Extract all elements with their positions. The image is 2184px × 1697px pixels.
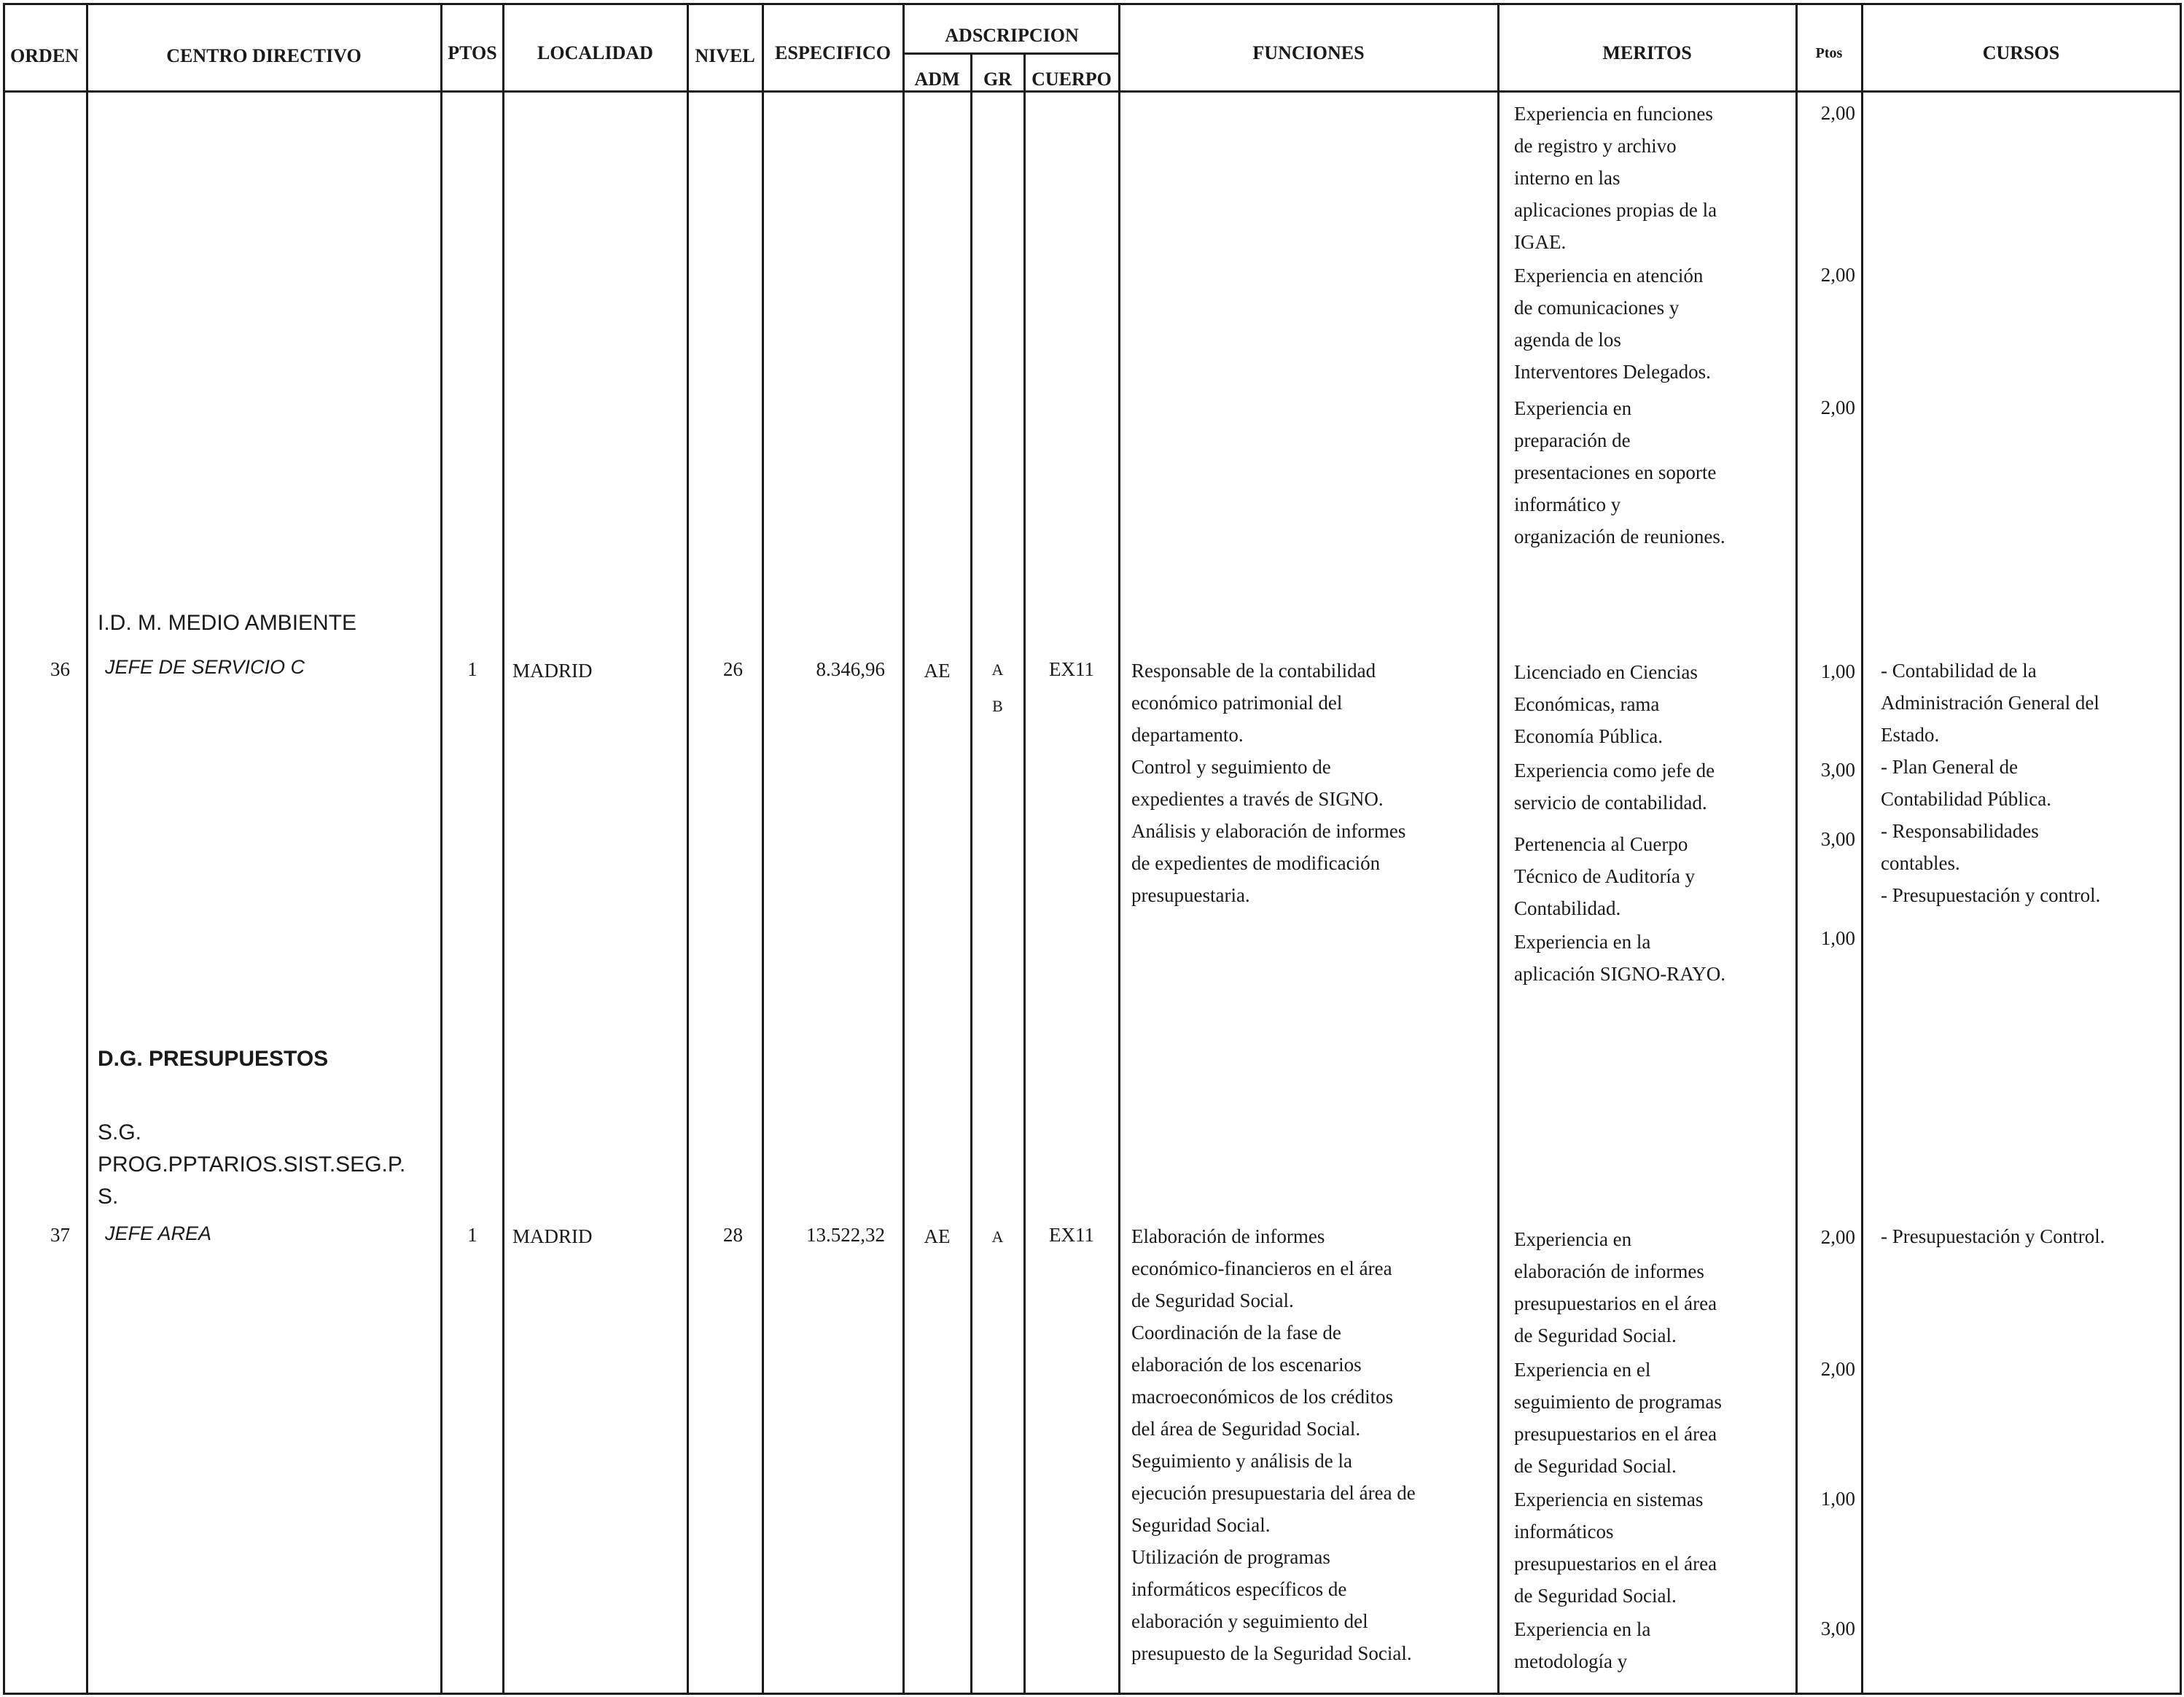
merito-line: Experiencia en atención [1514,265,1704,286]
funcion-line: Seguimiento y análisis de la [1131,1450,1352,1472]
funcion-line: presupuestaria. [1131,884,1250,906]
row-cursos [1881,1220,2105,1252]
curso-line: - Presupuestación y Control. [1881,1225,2105,1247]
merito-line: servicio de contabilidad. [1514,792,1707,814]
merito-line: de comunicaciones y [1514,297,1680,319]
merito-line: interno en las [1514,167,1621,189]
merito-line: Economía Pública. [1514,725,1663,747]
funcion-line: Coordinación de la fase de [1131,1322,1341,1343]
header-gr: GR [983,69,1012,90]
merito-line: aplicación SIGNO-RAYO. [1514,963,1725,985]
funcion-line: de expedientes de modificación [1131,852,1381,874]
merito-line: Experiencia en el [1514,1359,1651,1381]
funcion-line: Control y seguimiento de [1131,756,1331,778]
merito-line: metodología y [1514,1650,1628,1672]
curso-line: contables. [1881,852,1960,874]
row-nivel: 28 [723,1224,743,1246]
merito-line: elaboración de informes [1514,1260,1704,1282]
merito-block [1514,1483,1717,1612]
header-cuerpo: CUERPO [1031,69,1112,90]
merito-block [1514,926,1725,990]
header-adscripcion: ADSCRIPCION [945,25,1079,46]
table-top-border [3,3,2181,5]
funcion-line: elaboración y seguimiento del [1131,1610,1368,1632]
merito-line: agenda de los [1514,329,1621,351]
merito-line: Técnico de Auditoría y [1514,865,1696,887]
funcion-line: del área de Seguridad Social. [1131,1418,1361,1440]
header-ptos: PTOS [448,42,497,63]
curso-line: - Responsabilidades [1881,820,2039,842]
funcion-line: departamento. [1131,724,1244,746]
merito-block [1514,260,1711,388]
adscripcion-divider [902,52,1120,55]
col-border [440,3,442,1695]
row-orden: 37 [50,1224,70,1246]
funcion-line: Utilización de programas [1131,1546,1330,1568]
row-localidad: MADRID [512,1225,593,1247]
merito-block [1514,98,1717,258]
funcion-line: presupuesto de la Seguridad Social. [1131,1642,1412,1664]
funcion-line: económico-financieros en el área [1131,1257,1392,1279]
col-border [1861,3,1863,1695]
subunit-line: PROG.PPTARIOS.SIST.SEG.P. [98,1152,406,1177]
merito-ptos: 3,00 [1820,1618,1855,1639]
subunit-heading [98,1117,405,1213]
header-cursos: CURSOS [1982,42,2060,63]
funcion-line: Responsable de la contabilidad [1131,660,1376,682]
row-cuerpo: EX11 [1049,1224,1094,1246]
col-border [1023,52,1026,1695]
merito-line: presentaciones en soporte [1514,461,1717,483]
funcion-line: ejecución presupuestaria del área de [1131,1482,1416,1504]
col-border [86,3,88,1695]
merito-block [1514,754,1715,819]
header-localidad: LOCALIDAD [537,42,653,63]
col-border [970,52,972,1695]
row-localidad: MADRID [512,660,593,682]
header-ptos-meritos: Ptos [1815,45,1843,61]
row-gr: A [991,1228,1004,1246]
col-border [687,3,689,1695]
row-cuerpo: EX11 [1049,658,1094,680]
merito-line: presupuestarios en el área [1514,1553,1717,1575]
merito-ptos: 2,00 [1820,264,1855,286]
merito-line: informático y [1514,494,1621,515]
curso-line: Contabilidad Pública. [1881,788,2051,810]
merito-line: Experiencia en [1514,1228,1632,1250]
merito-ptos: 3,00 [1820,759,1855,781]
merito-block [1514,656,1698,752]
merito-line: informáticos [1514,1521,1614,1542]
merito-line: IGAE. [1514,231,1567,253]
header-orden: ORDEN [10,45,79,66]
subunit-line: S. [98,1185,119,1209]
merito-line: organización de reuniones. [1514,526,1725,547]
col-border [502,3,504,1695]
curso-line: - Plan General de [1881,756,2019,778]
funcion-line: de Seguridad Social. [1131,1290,1294,1311]
merito-ptos: 2,00 [1820,1358,1855,1380]
funcion-line: expedientes a través de SIGNO. [1131,788,1384,810]
merito-ptos: 2,00 [1820,1226,1855,1248]
merito-line: Contabilidad. [1514,897,1621,919]
merito-ptos: 1,00 [1820,1488,1855,1510]
merito-line: de Seguridad Social. [1514,1455,1677,1477]
header-nivel: NIVEL [695,45,755,66]
row-ptos: 1 [467,1224,477,1246]
funcion-line: Seguridad Social. [1131,1514,1271,1536]
merito-block [1514,1613,1650,1677]
merito-line: preparación de [1514,429,1631,451]
curso-line: - Contabilidad de la [1881,660,2037,682]
merito-block [1514,1354,1722,1482]
row-ptos: 1 [467,658,477,680]
merito-ptos: 1,00 [1820,927,1855,949]
merito-line: Experiencia en sistemas [1514,1489,1704,1510]
merito-line: seguimiento de programas [1514,1391,1722,1413]
merito-ptos: 2,00 [1820,397,1855,418]
col-border [762,3,764,1695]
row-adm: AE [924,660,951,682]
curso-line: - Presupuestación y control. [1881,884,2101,906]
merito-ptos: 3,00 [1820,828,1855,850]
col-border [1118,3,1120,1695]
merito-ptos: 1,00 [1820,660,1855,682]
merito-line: Experiencia en la [1514,1618,1651,1640]
funcion-line: Elaboración de informes [1131,1225,1325,1247]
funcion-line: Análisis y elaboración de informes [1131,820,1406,842]
row-puesto: JEFE DE SERVICIO C [105,656,305,678]
merito-line: Experiencia como jefe de [1514,760,1715,781]
row-especifico: 13.522,32 [806,1224,885,1246]
merito-line: Experiencia en la [1514,931,1651,953]
funcion-line: económico patrimonial del [1131,692,1343,714]
merito-line: presupuestarios en el área [1514,1292,1717,1314]
merito-ptos: 2,00 [1820,102,1855,124]
merito-line: presupuestarios en el área [1514,1423,1717,1445]
col-border [1497,3,1499,1695]
header-adm: ADM [914,69,960,90]
header-bottom-border [3,90,2181,93]
row-orden: 36 [50,658,70,680]
merito-line: de Seguridad Social. [1514,1585,1677,1607]
row-cursos [1881,655,2100,911]
merito-line: Experiencia en [1514,397,1632,419]
merito-line: de Seguridad Social. [1514,1325,1677,1346]
merito-line: aplicaciones propias de la [1514,199,1717,221]
table-bottom-border [3,1693,2181,1695]
row-funciones [1131,1220,1416,1669]
header-funciones: FUNCIONES [1252,42,1365,63]
header-especifico: ESPECIFICO [775,42,891,63]
funcion-line: elaboración de los escenarios [1131,1354,1362,1376]
subunit-line: S.G. [98,1120,142,1144]
col-border [2180,3,2182,1695]
row-gr: A [991,660,1004,679]
unit-heading: D.G. PRESUPUESTOS [98,1047,329,1071]
merito-line: Económicas, rama [1514,693,1660,715]
merito-line: Experiencia en funciones [1514,103,1713,125]
merito-block [1514,828,1695,924]
funcion-line: macroeconómicos de los créditos [1131,1386,1394,1408]
col-border [902,3,905,1695]
row-nivel: 26 [723,658,743,680]
col-border [3,3,5,1695]
funcion-line: informáticos específicos de [1131,1578,1347,1600]
row-funciones [1131,655,1405,911]
header-centro-directivo: CENTRO DIRECTIVO [166,45,362,66]
row-puesto: JEFE AREA [105,1222,212,1244]
row-especifico: 8.346,96 [816,658,885,680]
curso-line: Estado. [1881,724,1940,746]
merito-line: Licenciado en Ciencias [1514,661,1698,683]
curso-line: Administración General del [1881,692,2099,714]
merito-line: de registro y archivo [1514,135,1677,157]
merito-block [1514,1223,1717,1351]
merito-line: Pertenencia al Cuerpo [1514,833,1688,855]
header-meritos: MERITOS [1602,42,1692,63]
row-adm: AE [924,1225,951,1247]
merito-block [1514,392,1725,553]
merito-line: Interventores Delegados. [1514,361,1711,383]
row-gr: B [992,697,1003,715]
unit-heading: I.D. M. MEDIO AMBIENTE [98,611,357,635]
